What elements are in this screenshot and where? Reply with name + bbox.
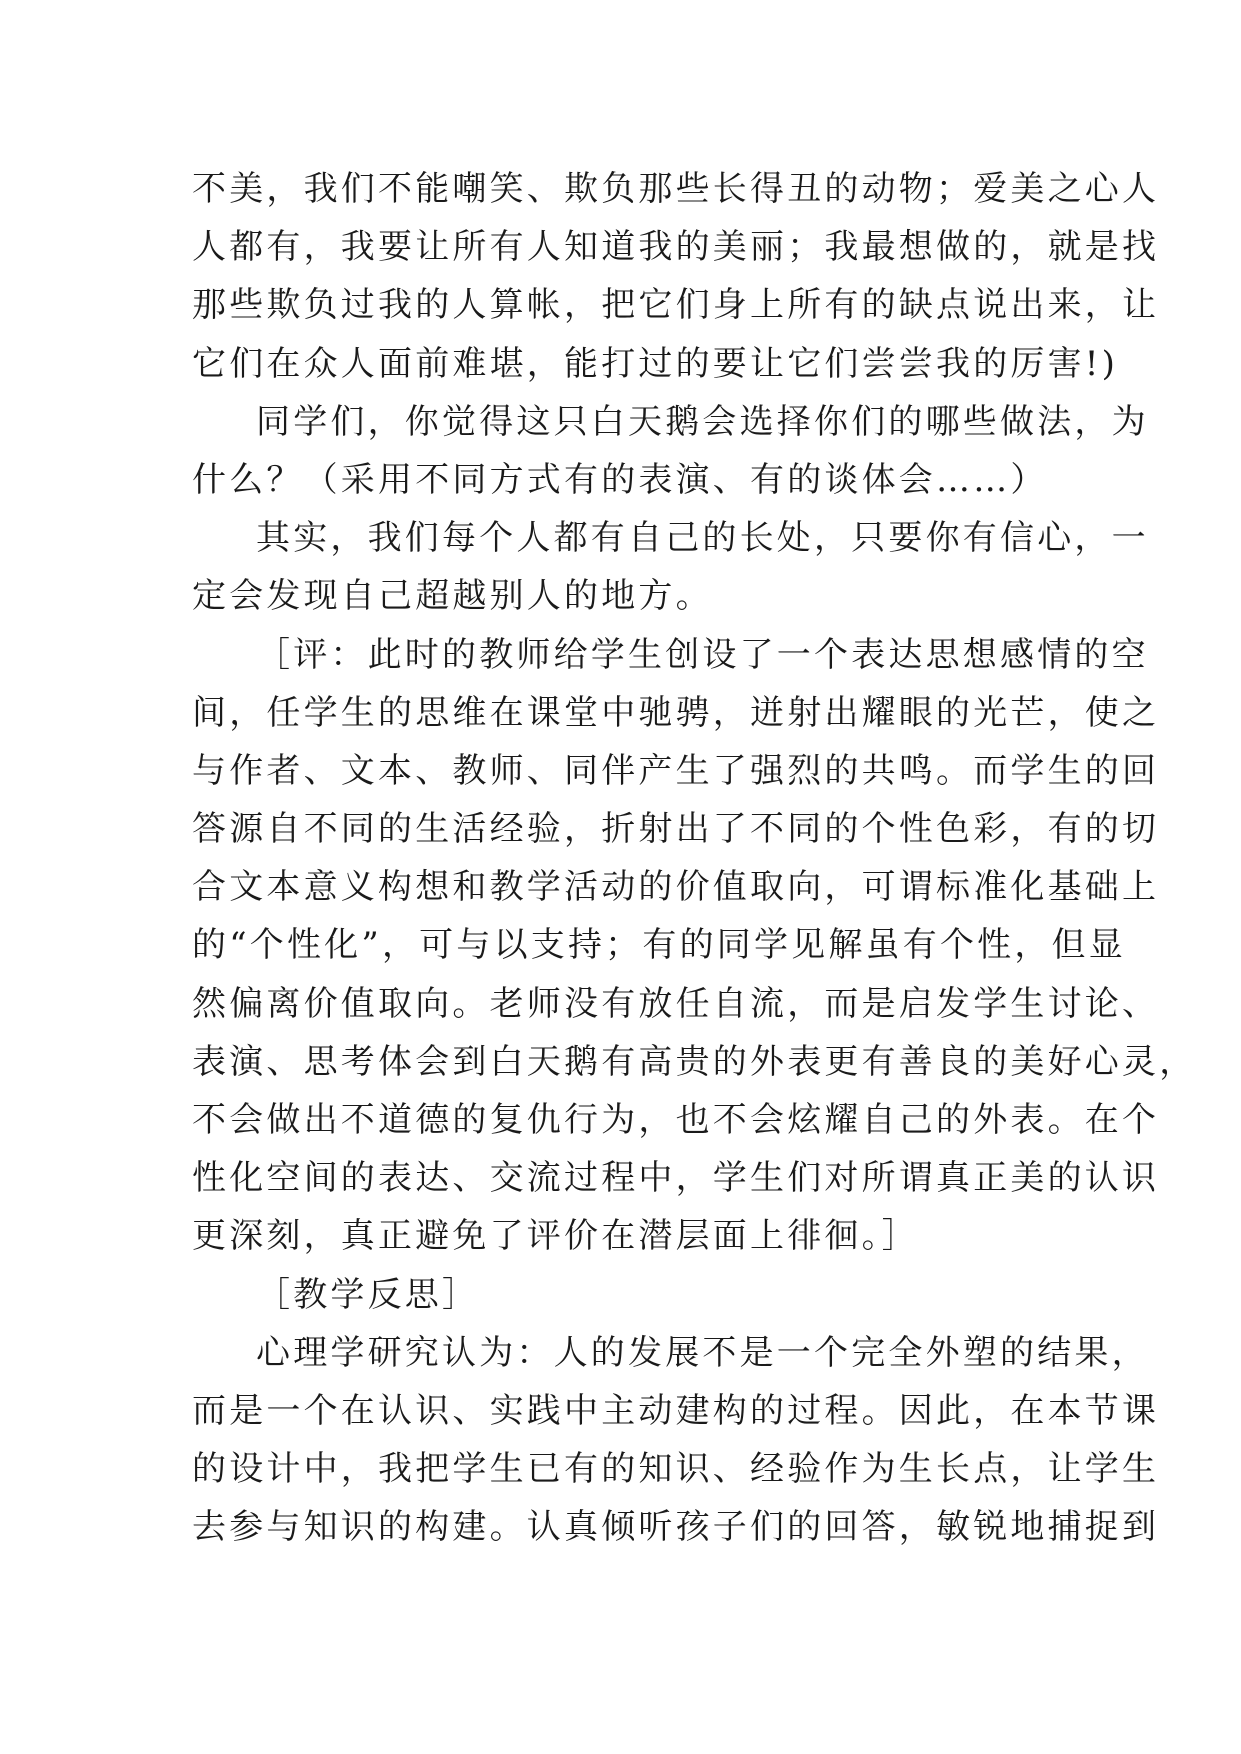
comment-line: ［评：此时的教师给学生创设了一个表达思想感情的空 — [256, 634, 1149, 675]
text-line: 同学们，你觉得这只白天鹅会选择你们的哪些做法，为 — [256, 401, 1149, 442]
section-heading: ［教学反思］ — [256, 1274, 480, 1315]
text-line: 去参与知识的构建。认真倾听孩子们的回答，敏锐地捕捉到 — [192, 1507, 1160, 1548]
text-line: 它们在众人面前难堪，能打过的要让它们尝尝我的厉害!) — [192, 343, 1119, 384]
comment-line: 然偏离价值取向。老师没有放任自流，而是启发学生讨论、 — [192, 983, 1160, 1024]
text-line: 人都有，我要让所有人知道我的美丽；我最想做的，就是找 — [192, 227, 1160, 268]
comment-line: 与作者、文本、教师、同伴产生了强烈的共鸣。而学生的回 — [192, 750, 1160, 791]
comment-line: 更深刻，真正避免了评价在潜层面上徘徊。］ — [192, 1216, 919, 1257]
text-line: 不美，我们不能嘲笑、欺负那些长得丑的动物；爱美之心人 — [192, 169, 1160, 209]
text-line: 什么？（采用不同方式有的表演、有的谈体会……） — [192, 459, 1048, 500]
comment-line: 答源自不同的生活经验，折射出了不同的个性色彩，有的切 — [192, 809, 1160, 850]
comment-line: 间，任学生的思维在课堂中驰骋，迸射出耀眼的光芒，使之 — [192, 692, 1160, 733]
comment-line: 合文本意义构想和教学活动的价值取向，可谓标准化基础上 — [192, 867, 1160, 908]
text-line: 那些欺负过我的人算帐，把它们身上所有的缺点说出来，让 — [192, 285, 1160, 326]
text-line: 定会发现自己超越别人的地方。 — [192, 576, 713, 617]
text-line: 的设计中，我把学生已有的知识、经验作为生长点，让学生 — [192, 1449, 1160, 1490]
comment-line: 表演、思考体会到白天鹅有高贵的外表更有善良的美好心灵， — [192, 1041, 1197, 1082]
comment-line: 性化空间的表达、交流过程中，学生们对所谓真正美的认识 — [192, 1158, 1160, 1199]
body-text — [192, 160, 1197, 1557]
comment-line: 不会做出不道德的复仇行为，也不会炫耀自己的外表。在个 — [192, 1100, 1160, 1140]
text-line: 心理学研究认为：人的发展不是一个完全外塑的结果， — [256, 1332, 1149, 1373]
text-line: 而是一个在认识、实践中主动建构的过程。因此，在本节课 — [192, 1390, 1160, 1431]
comment-line: 的“个性化”，可与以支持；有的同学见解虽有个性，但显 — [192, 925, 1126, 966]
text-line: 其实，我们每个人都有自己的长处，只要你有信心，一 — [256, 518, 1149, 559]
